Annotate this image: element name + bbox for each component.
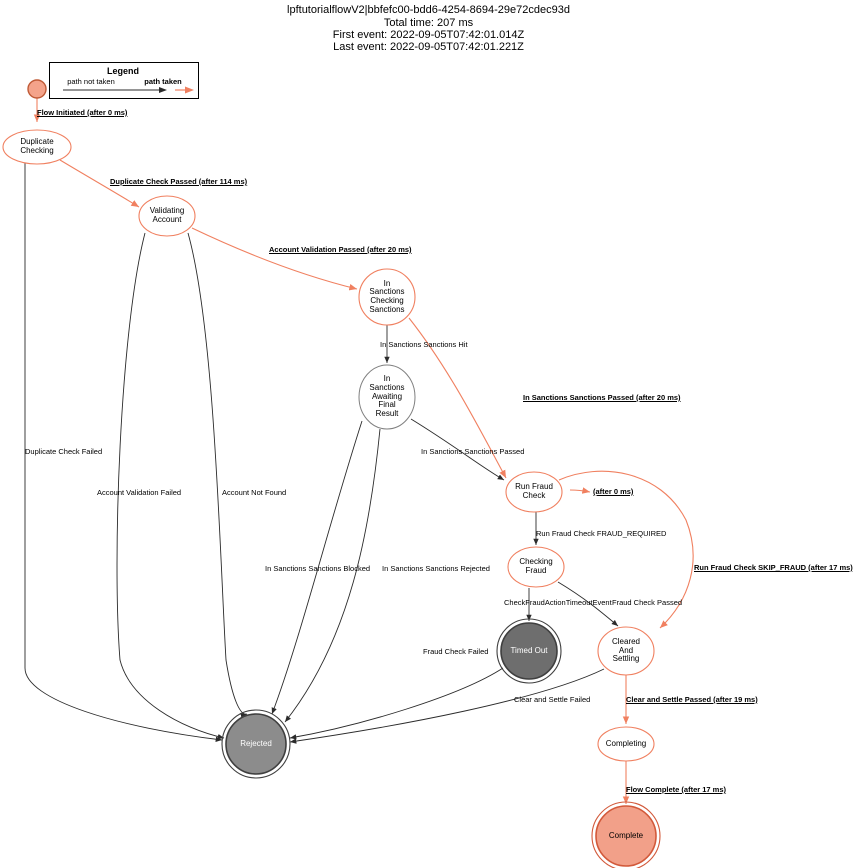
edge-label-account-not-found: Account Not Found [222,488,287,497]
total-time-label: Total time: 207 ms [383,17,474,29]
edge-sanctions-rejected-to-rejected [285,429,380,722]
edge-label-duplicate-check-failed: Duplicate Check Failed [25,447,103,456]
edge-label-in-sanctions-sanctions-hit: In Sanctions Sanctions Hit [380,340,468,349]
edge-label-after-0-ms: (after 0 ms) [593,487,634,496]
node-label-timed-out: Timed Out [510,645,548,655]
node-label-cleared-and-settling: Cleared And Settling [611,636,640,664]
edge-label-fraud-check-passed: Fraud Check Passed [612,598,683,607]
node-start[interactable] [28,80,46,98]
edge-label-clear-and-settle-passed: Clear and Settle Passed (after 19 ms) [626,695,758,704]
edge-validation-failed-to-rejected [117,233,224,738]
last-event-label: Last event: 2022-09-05T07:42:01.221Z [333,41,524,53]
node-cleared-and-settling[interactable] [598,627,654,675]
edge-label-duplicate-check-passed: Duplicate Check Passed (after 114 ms) [110,177,248,186]
node-label-rejected: Rejected [240,738,272,748]
edge-label-account-validation-failed: Account Validation Failed [97,488,182,497]
edge-validating-to-sanctions-checking [192,228,357,289]
node-in-sanctions-checking-sanctions[interactable] [359,269,415,325]
first-event-label: First event: 2022-09-05T07:42:01.014Z [332,29,525,41]
node-label-validating-account: Validating Account [149,206,185,224]
edge-run-fraud-loop-in [570,490,590,492]
edge-label-in-sanctions-sanctions-passed: In Sanctions Sanctions Passed [421,447,525,456]
legend-arrows [49,84,197,96]
edge-label-flow-complete: Flow Complete (after 17 ms) [626,785,727,794]
legend-path-taken-label: path taken [144,77,182,86]
node-completing[interactable] [598,727,654,761]
edge-account-not-found-to-rejected [188,233,247,714]
legend-path-not-taken-label: path not taken [67,77,115,86]
node-label-in-sanctions-awaiting-final-result: In Sanctions Awaiting Final Result [369,374,405,419]
node-duplicate-checking[interactable] [3,130,71,164]
nodes-layer [3,80,660,868]
edge-label-in-sanctions-sanctions-rejected: In Sanctions Sanctions Rejected [382,564,490,573]
edge-label-flow-initiated: Flow Initiated (after 0 ms) [37,108,128,117]
node-in-sanctions-awaiting-final-result[interactable] [359,365,415,429]
edge-label-clear-and-settle-failed: Clear and Settle Failed [514,695,591,704]
node-timed-out[interactable] [501,623,557,679]
node-label-run-fraud-check: Run Fraud Check [515,482,553,500]
node-label-checking-fraud: Checking Fraud [519,557,553,575]
node-validating-account[interactable] [139,196,195,236]
edge-label-run-fraud-check-fraud-required: Run Fraud Check FRAUD_REQUIRED [536,529,667,538]
node-label-complete: Complete [608,830,644,840]
edge-label-run-fraud-check-skip-fraud: Run Fraud Check SKIP_FRAUD (after 17 ms) [694,563,853,572]
edge-clear-and-settle-failed-to-rejected [290,669,604,742]
node-label-duplicate-checking: Duplicate Checking [20,137,54,155]
node-label-in-sanctions-checking-sanctions: In Sanctions Checking Sanctions [369,278,405,314]
edge-fraud-check-failed-to-rejected [290,668,503,738]
legend-title: Legend [106,66,139,76]
edge-label-fraud-check-failed: Fraud Check Failed [423,647,489,656]
node-checking-fraud[interactable] [508,547,564,587]
edge-label-account-validation-passed: Account Validation Passed (after 20 ms) [269,245,412,254]
edge-label-in-sanctions-sanctions-passed-after: In Sanctions Sanctions Passed (after 20 ms) [523,393,681,402]
diagram-title: lpftutorialflowV2|bbfefc00-bdd6-4254-8694-29e72cdec93d [287,4,570,16]
edge-label-check-fraud-action-timeout-event: CheckFraudActionTimeoutEvent [504,598,612,607]
node-rejected[interactable] [226,714,286,774]
node-label-completing: Completing [605,738,647,748]
edge-label-in-sanctions-sanctions-blocked: In Sanctions Sanctions Blocked [265,564,371,573]
node-run-fraud-check[interactable] [506,472,562,512]
node-complete[interactable] [596,806,656,866]
